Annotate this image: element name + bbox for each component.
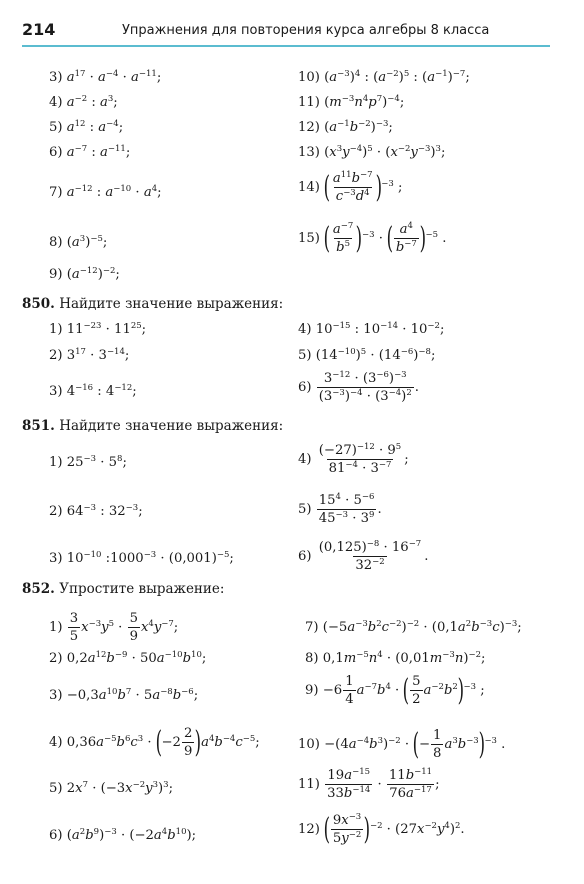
expression-852-5: 5) $2x^7 \cdot (-3x^{-2}y^3)^3$;: [49, 780, 174, 796]
expression-849-3: 3) $a^{17} \cdot a^{-4} \cdot a^{-11}$;: [49, 69, 162, 85]
expression-852-3: $3) -0,3a^{10}b^7 \cdot 5a^{-8}b^{-6}$;: [49, 687, 199, 703]
expression-851-4: 4) $\frac{(-27)^{-12} \cdot 9^5}{81^{-4} \cdot 3^{-7}}$ ;: [298, 442, 409, 477]
expression-850-6: 6) $\frac{3^{-12} \cdot (3^{-6})^{-3}}{(3^{-3})^{-4} \cdot (3^{-4})^2}$ .: [298, 370, 419, 405]
header-divider: [22, 45, 550, 47]
expression-849-7: 7) $a^{-12}$ : $a^{-10} \cdot a^4$;: [49, 184, 162, 200]
expression-849-6: 6) $a^{-7}$ : $a^{-11}$;: [49, 144, 131, 160]
expression-852-11: 11) $\frac{19a^{-15}}{33b^{-14}}$ · $\frac{11b^{-11}}{76a^{-17}}$ ;: [298, 767, 440, 802]
expression-852-7: 7) $(-5a^{-3}b^2c^{-2})^{-2} \cdot (0,1a^2b^{-3}c)^{-3}$;: [305, 619, 522, 635]
expression-849-11: 11) $(m^{-3}n^4p^7)^{-4}$;: [298, 94, 405, 110]
expression-850-2: 2) $3^{17} \cdot 3^{-14}$;: [49, 347, 130, 363]
expression-849-9: 9) $(a^{-12})^{-2}$;: [49, 266, 120, 282]
expression-850-5: 5) $(14^{-10})^5 \cdot (14^{-6})^{-8}$;: [298, 347, 436, 363]
expression-852-2: 2) $0,2a^{12}b^{-9} \cdot 50a^{-10}b^{10}$;: [49, 650, 207, 666]
expression-852-8: 8) $0,1m^{-5}n^4 \cdot (0,01m^{-3}n)^{-2}$;: [305, 650, 486, 666]
expression-849-13: 13) $(x^3y^{-4})^5 \cdot (x^{-2}y^{-3})^3$;: [298, 144, 446, 160]
exercise-851-heading: 851. Найдите значение выражения:: [22, 418, 284, 434]
expression-852-12: 12) ( $\frac{9x^{-3}}{5y^{-2}}$ )$^{-2} \cdot (27x^{-2}y^4)^2$.: [298, 811, 465, 847]
expression-850-1: 1) $11^{-23} \cdot 11^{25}$;: [49, 321, 147, 337]
expression-849-8: 8) $(a^3)^{-5}$;: [49, 234, 108, 250]
expression-851-1: 1) $25^{-3} \cdot 5^8$;: [49, 454, 127, 470]
exercise-850-heading: 850. Найдите значение выражения:: [22, 296, 284, 312]
expression-849-4: 4) $a^{-2}$ : $a^3$;: [49, 94, 118, 110]
expression-852-4: 4) $0,36a^{-5}b^6c^3 \cdot (-2$ $\frac{2}{9}$ )$a^4b^{-4}c^{-5}$;: [49, 724, 260, 760]
page-number: 214: [22, 20, 56, 39]
expression-849-12: 12) $(a^{-1}b^{-2})^{-3}$;: [298, 119, 393, 135]
expression-852-1: 1) $\frac{3}{5}$ $x^{-3}y^5$ · $\frac{5}{9}$ $x^4y^{-7}$;: [49, 611, 179, 645]
expression-850-4: 4) $10^{-15}$ : $10^{-14} \cdot 10^{-2}$;: [298, 321, 445, 337]
expression-851-5: 5) $\frac{15^4 \cdot 5^{-6}}{45^{-3} \cdot 3^9}$ .: [298, 492, 382, 527]
expression-851-3: 3) $10^{-10}$ $:1000^{-3} \cdot (0,001)^{-5}$;: [49, 550, 234, 566]
expression-851-6: 6) $\frac{(0,125)^{-8} \cdot 16^{-7}}{32^{-2}}$ .: [298, 539, 429, 574]
expression-849-5: 5) $a^{12}$ : $a^{-4}$;: [49, 119, 124, 135]
expression-849-15: 15) ( $\frac{a^{-7}}{b^5}$ )$^{-3}$ · ( $\frac{a^4}{b^{-7}}$ )$^{-5}$ .: [298, 220, 447, 256]
expression-852-9: 9) −6 $\frac{1}{4}$ $a^{-7}b^4$ · ( $\frac{5}{2}$ $a^{-2}b^2)^{-3}$ ;: [305, 672, 485, 708]
exercise-852-heading: 852. Упростите выражение:: [22, 581, 225, 597]
expression-852-10: $10) -(4a^{-4}b^3)^{-2}$ · (− $\frac{1}{8}$ $a^3b^{-3})^{-3}$ .: [298, 726, 506, 762]
expression-849-14: 14) ( $\frac{a^{11}b^{-7}}{c^{-3}d^4}$ )$^{-3}$ ;: [298, 169, 403, 205]
page-header-title: Упражнения для повторения курса алгебры 8 класса: [122, 23, 490, 38]
expression-849-10: 10) $(a^{-3})^4$ : $(a^{-2})^5$ : $(a^{-1})^{-7}$;: [298, 69, 470, 85]
expression-851-2: 2) $64^{-3}$ : $32^{-3}$;: [49, 503, 143, 519]
expression-850-3: 3) $4^{-16}$ : $4^{-12}$;: [49, 383, 137, 399]
expression-852-6: 6) $(a^2b^9)^{-3} \cdot (-2a^4b^{10})$;: [49, 827, 197, 843]
